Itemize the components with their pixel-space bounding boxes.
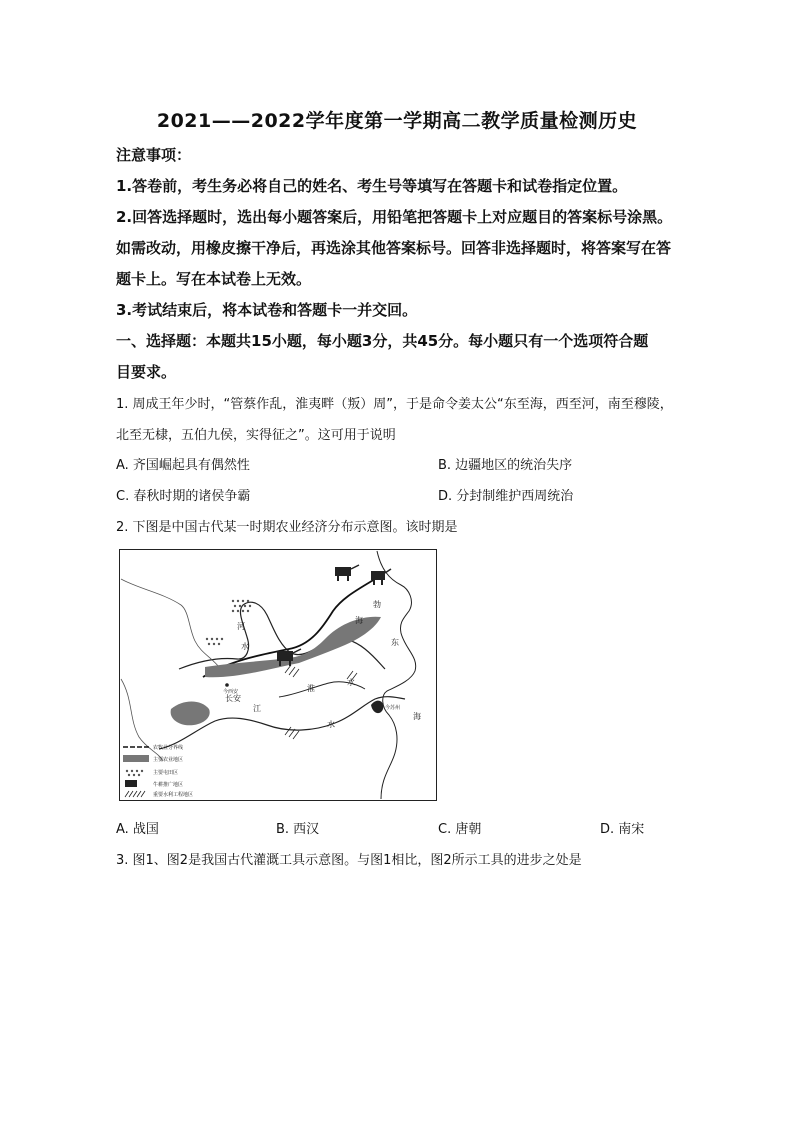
q1-stem-cont: 北至无棣，五伯九侯，实得征之”。这可用于说明: [116, 428, 396, 443]
map-label-changan: 长安: [225, 694, 241, 703]
legend-swatch-ox: [125, 780, 137, 787]
section-heading-cont: 目要求。: [116, 363, 177, 381]
q1-option-b: B. 边疆地区的统治失序: [438, 458, 573, 473]
q2-option-d: D. 南宋: [600, 822, 645, 837]
q2-option-b: B. 西汉: [276, 822, 320, 837]
map-label-he: 河: [237, 622, 245, 631]
notice-line-5: 3.考试结束后，将本试卷和答题卡一并交回。: [116, 301, 418, 319]
legend-boundary: 农牧业分界线: [153, 745, 184, 751]
q2-option-a: A. 战国: [116, 822, 159, 837]
agriculture-map: [119, 549, 437, 801]
notice-line-4: 题卡上。写在本试卷上无效。: [116, 270, 312, 288]
notice-heading: 注意事项：: [116, 146, 192, 164]
q3-stem: 3. 图1、图2是我国古代灌溉工具示意图。与图1相比，图2所示工具的进步之处是: [116, 853, 582, 868]
legend-agri: 主要农业地区: [153, 757, 184, 763]
map-label-shui2: 水: [327, 720, 335, 729]
notice-line-1: 1.答卷前，考生务必将自己的姓名、考生号等填写在答题卡和试卷指定位置。: [116, 177, 628, 195]
page-title: 2021——2022学年度第一学期高二教学质量检测历史: [156, 110, 638, 132]
section-heading: 一、选择题：本题共15小题，每小题3分，共45分。每小题只有一个选项符合题: [116, 332, 649, 350]
map-label-hai1: 海: [355, 616, 363, 625]
legend-tuntian: 主要屯田区: [153, 770, 179, 776]
q2-option-c: C. 唐朝: [438, 822, 482, 837]
legend-swatch-agri: [123, 755, 149, 762]
map-label-shui: 水: [241, 642, 249, 651]
q1-option-a: A. 齐国崛起具有偶然性: [116, 458, 250, 473]
notice-line-3: 如需改动，用橡皮擦干净后，再选涂其他答案标号。回答非选择题时，将答案写在答: [116, 239, 672, 257]
changan-marker: [225, 683, 229, 687]
map-label-xian: 今西安: [223, 689, 239, 695]
notice-line-2: 2.回答选择题时，选出每小题答案后，用铅笔把答题卡上对应题目的答案标号涂黑。: [116, 208, 673, 226]
q2-stem: 2. 下图是中国古代某一时期农业经济分布示意图。该时期是: [116, 520, 458, 535]
map-label-jiang: 江: [253, 704, 261, 713]
map-label-bo: 勃: [373, 600, 381, 609]
q1-option-c: C. 春秋时期的诸侯争霸: [116, 489, 251, 504]
legend-water: 重要水利工程地区: [153, 792, 194, 798]
map-label-suzhou: 今苏州: [385, 705, 401, 711]
q1-stem: 1. 周成王年少时，“管蔡作乱，淮夷畔（叛）周”，于是命令姜太公“东至海，西至河，南至穆陵，: [116, 397, 673, 412]
legend-ox: 牛耕推广地区: [153, 782, 184, 788]
q1-option-d: D. 分封制维护西周统治: [438, 489, 574, 504]
map-label-dong: 东: [391, 638, 399, 647]
map-label-shui3: 水: [347, 678, 355, 687]
map-label-hai2: 海: [413, 712, 421, 721]
map-label-huai: 淮: [307, 684, 315, 693]
